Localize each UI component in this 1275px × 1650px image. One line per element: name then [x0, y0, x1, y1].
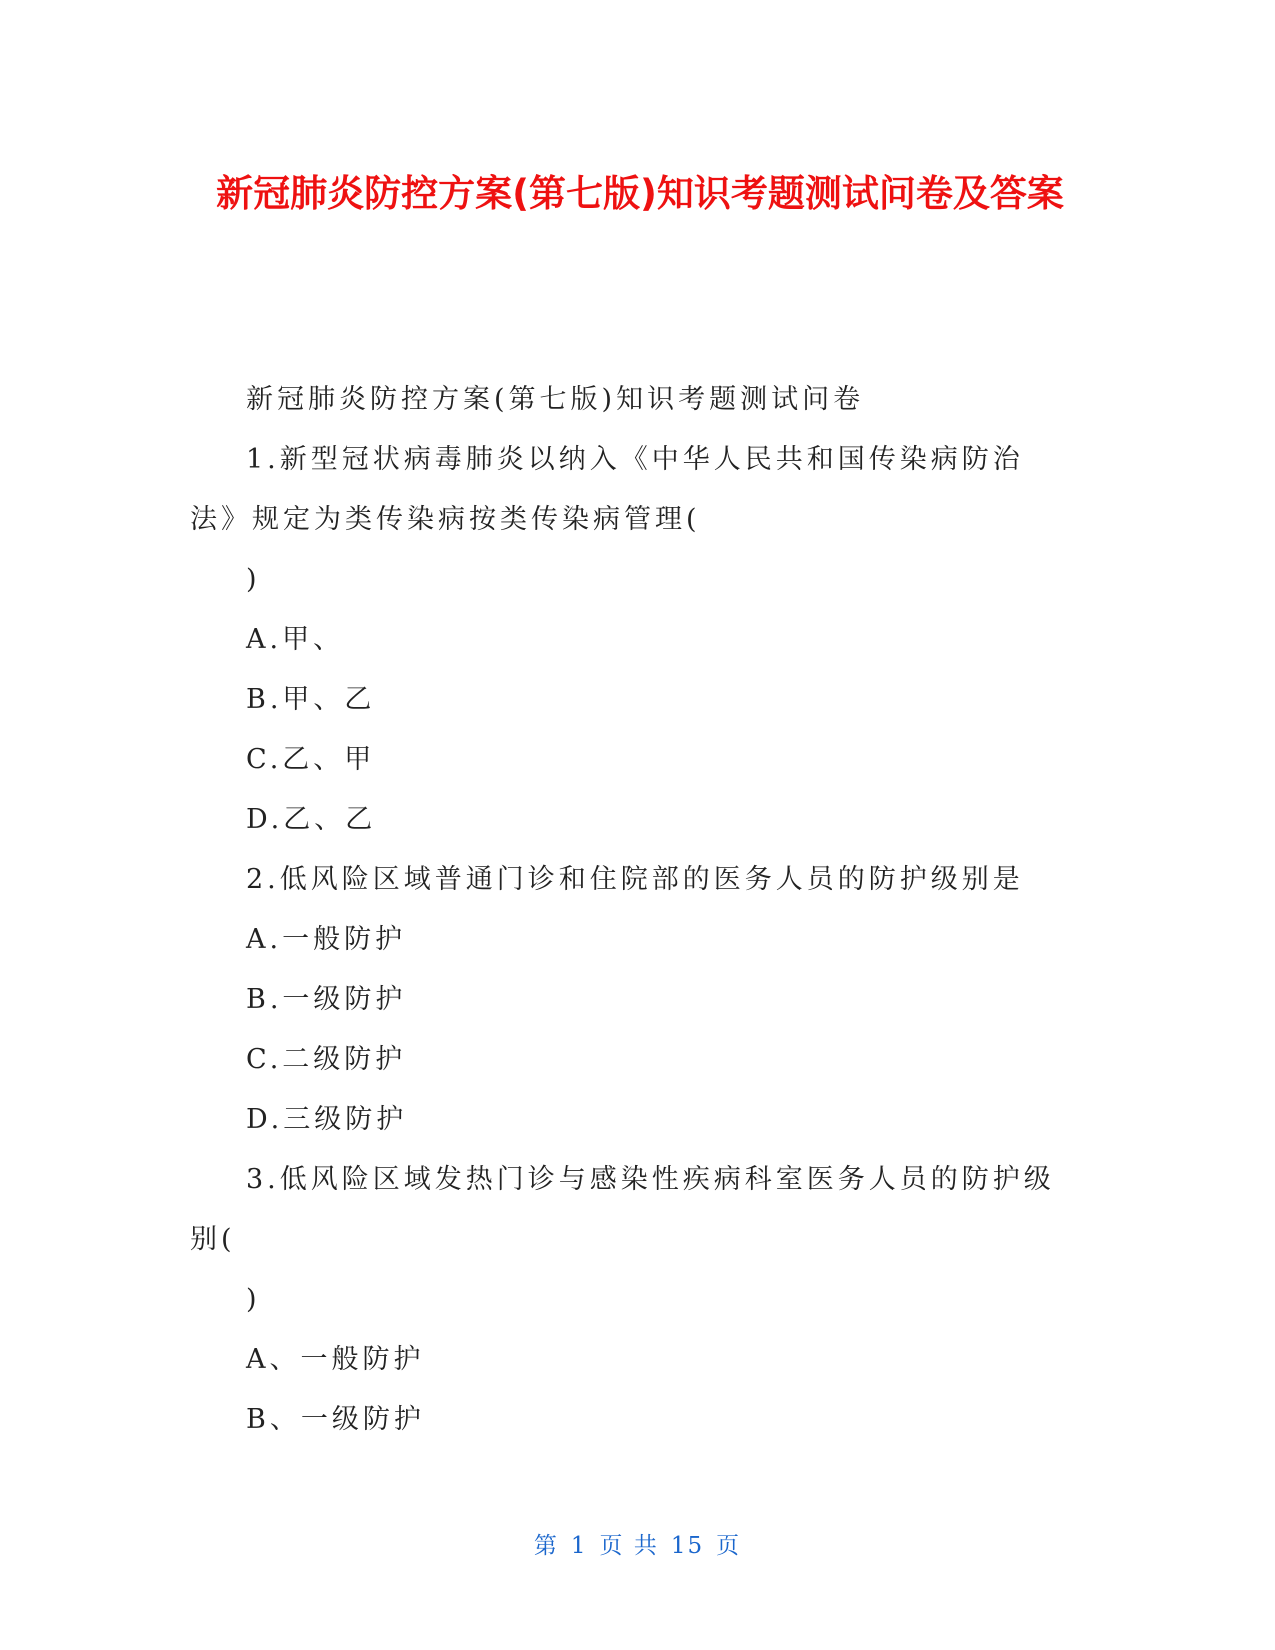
question-2-option-a: A.一般防护 — [246, 924, 407, 955]
question-3-option-b: B、一级防护 — [246, 1404, 425, 1435]
footer-prefix: 第 — [533, 1533, 559, 1559]
question-1-option-c: C.乙、甲 — [246, 744, 376, 775]
footer-suffix: 页 — [716, 1533, 742, 1559]
footer-current-page: 1 — [570, 1533, 588, 1559]
question-1-option-a: A.甲、 — [246, 624, 345, 655]
question-2-option-c: C.二级防护 — [246, 1044, 407, 1075]
document-title: 新冠肺炎防控方案(第七版)知识考题测试问卷及答案 — [216, 172, 1064, 215]
question-3: 3.低风险区域发热门诊与感染性疾病科室医务人员的防护级别( — [190, 1164, 1055, 1255]
footer-middle: 页 共 — [599, 1533, 659, 1559]
paragraph-heading: 新冠肺炎防控方案(第七版)知识考题测试问卷 — [246, 384, 865, 415]
question-3-close: ) — [246, 1284, 261, 1315]
question-2-option-d: D.三级防护 — [246, 1104, 408, 1135]
footer-total-pages: 15 — [670, 1533, 705, 1559]
question-2: 2.低风险区域普通门诊和住院部的医务人员的防护级别是 — [246, 864, 1024, 895]
question-3-option-a: A、一般防护 — [246, 1344, 425, 1375]
document-body — [190, 370, 1070, 1450]
question-1: 1.新型冠状病毒肺炎以纳入《中华人民共和国传染病防治法》规定为类传染病按类传染病管理( — [190, 444, 1024, 535]
question-2-option-b: B.一级防护 — [246, 984, 407, 1015]
question-1-close: ) — [246, 564, 261, 595]
question-1-option-b: B.甲、乙 — [246, 684, 376, 715]
question-1-option-d: D.乙、乙 — [246, 804, 377, 835]
page-footer — [0, 1527, 1275, 1560]
